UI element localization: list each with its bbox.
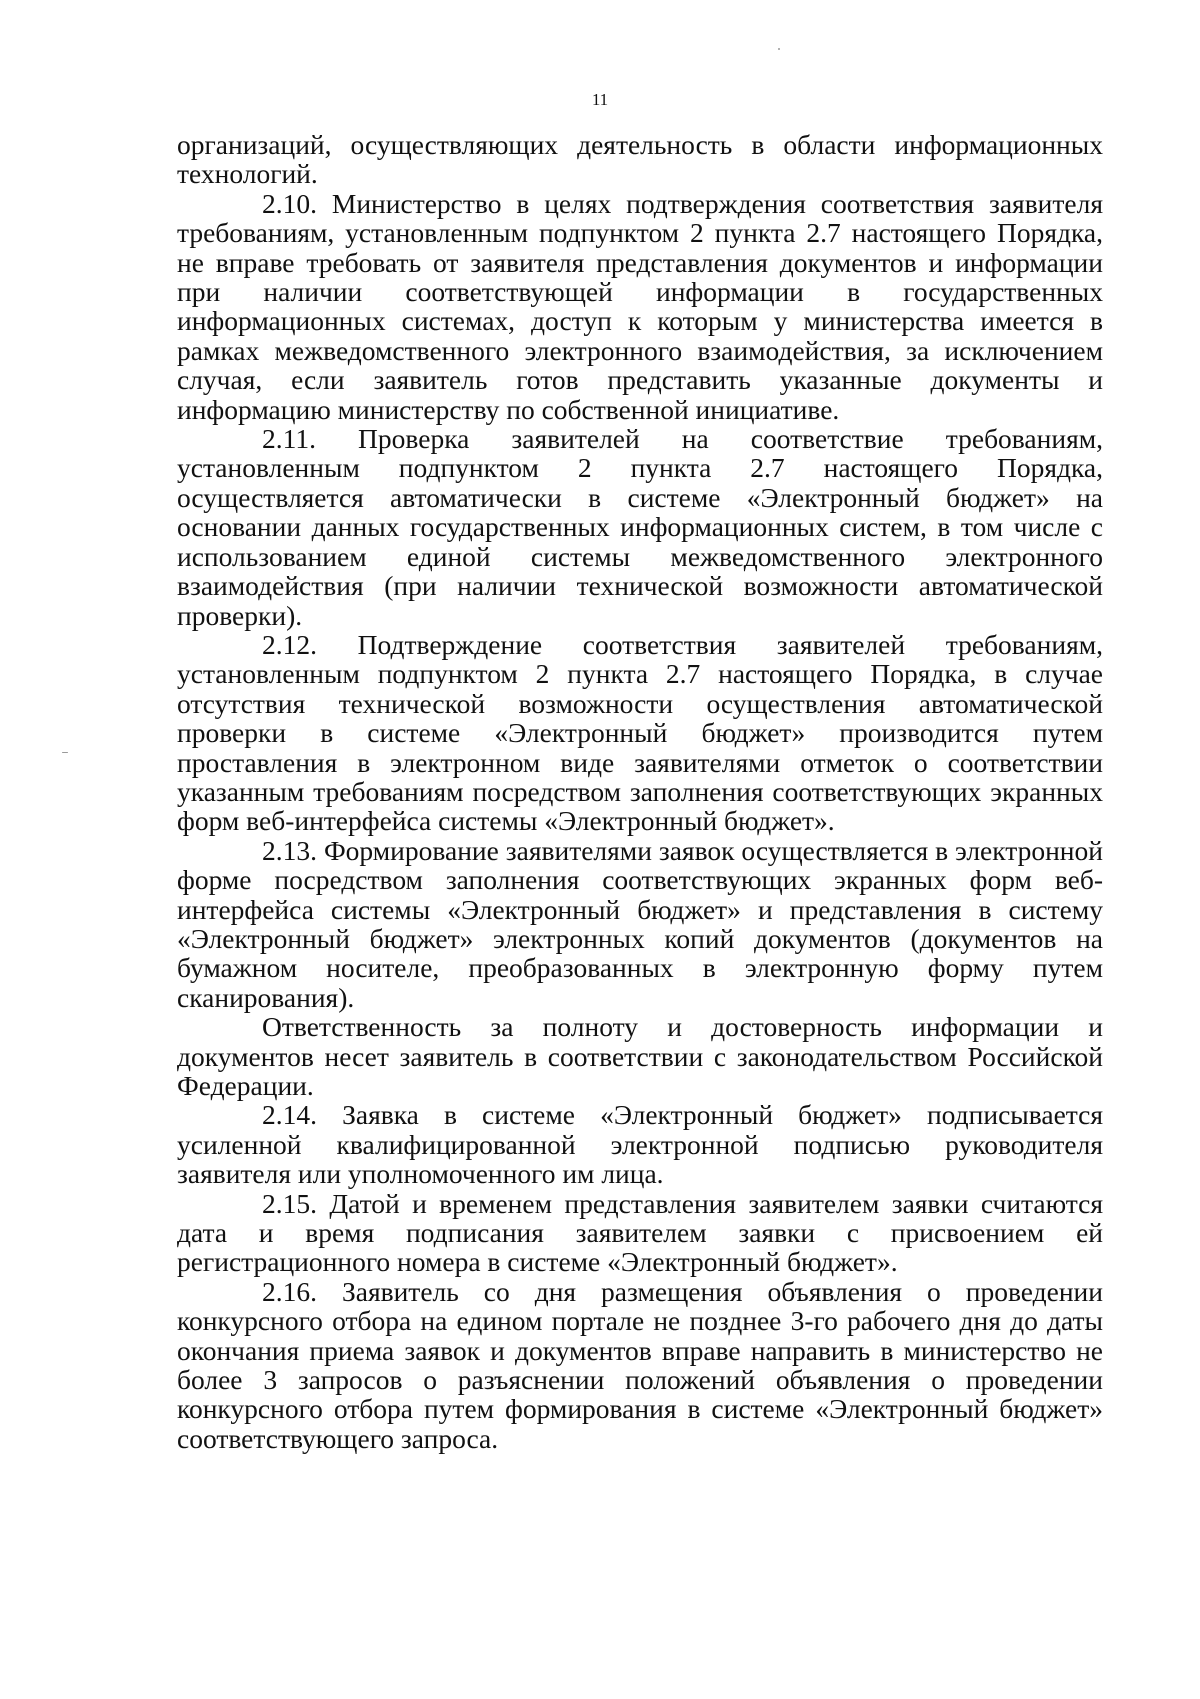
paragraph-2-15: 2.15. Датой и временем представления заявителем заявки считаются дата и время подписания заявителем заявки с присвоением ей регистрационного номера в системе «Электронный бюджет». xyxy=(177,1187,1103,1278)
paragraph-2-11: 2.11. Проверка заявителей на соответствие требованиям, установленным подпунктом 2 пункта 2.7 настоящего Порядка, осуществляется автоматически в системе «Электронный бюджет» на основании данных государственных информационных систем, в том числе с использованием единой системы межведомственного электронного взаимодействия (при наличии технической возможности автоматической проверки). xyxy=(177,423,1103,631)
document-body xyxy=(177,130,1103,1453)
paragraph-continuation: организаций, осуществляющих деятельность в области информационных технологий. xyxy=(177,129,1103,190)
scan-speck xyxy=(778,48,780,50)
page-number: 11 xyxy=(591,90,609,109)
paragraph-2-10: 2.10. Министерство в целях подтверждения соответствия заявителя требованиям, установленным подпунктом 2 пункта 2.7 настоящего Порядка, не вправе требовать от заявителя представления документов и информации при наличии соответствующей информации в государственных информационных системах, доступ к которым у министерства имеется в рамках межведомственного электронного взаимодействия, за исключением случая, если заявитель готов представить указанные документы и информацию министерству по собственной инициативе. xyxy=(177,187,1103,425)
paragraph-2-14: 2.14. Заявка в системе «Электронный бюджет» подписывается усиленной квалифицированной электронной подписью руководителя заявителя или уполномоченного им лица. xyxy=(177,1099,1103,1190)
paragraph-2-16: 2.16. Заявитель со дня размещения объявления о проведении конкурсного отбора на едином портале не позднее 3-го рабочего дня до даты окончания приема заявок и документов вправе направить в министерство не более 3 запросов о разъяснении положений объявления о проведении конкурсного отбора путем формирования в системе «Электронный бюджет» соответствующего запроса. xyxy=(177,1275,1103,1454)
paragraph-responsibility: Ответственность за полноту и достоверность информации и документов несет заявитель в соответствии с законодательством Российской Федерации. xyxy=(177,1011,1103,1101)
scan-speck xyxy=(62,752,68,753)
paragraph-2-13: 2.13. Формирование заявителями заявок осуществляется в электронной форме посредством заполнения соответствующих экранных форм веб-интерфейса системы «Электронный бюджет» и представления в систему «Электронный бюджет» электронных копий документов (документов на бумажном носителе, преобразованных в электронную форму путем сканирования). xyxy=(177,834,1103,1013)
paragraph-2-12: 2.12. Подтверждение соответствия заявителей требованиям, установленным подпунктом 2 пункта 2.7 настоящего Порядка, в случае отсутствия технической возможности осуществления автоматической проверки в системе «Электронный бюджет» производится путем проставления в электронном виде заявителями отметок о соответствии указанным требованиям посредством заполнения соответствующих экранных форм веб-интерфейса системы «Электронный бюджет». xyxy=(177,628,1103,837)
